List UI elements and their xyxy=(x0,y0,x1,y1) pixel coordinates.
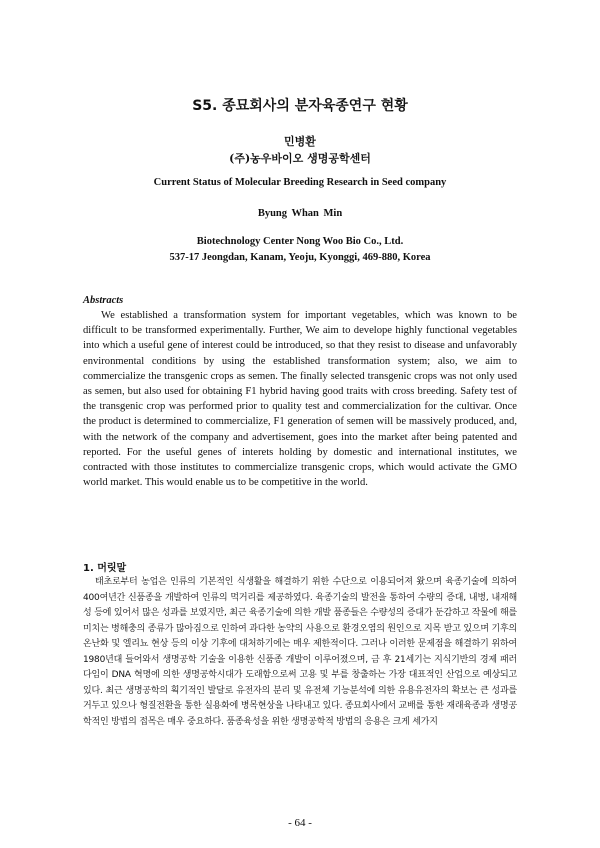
abstract-body: We established a transformation system for important vegetables, which was known to be difficult to be transformed experimentally. Further, We aim to develope highly functional vegetables into which a useful gene of interest could be introduced, so that they resist to disease and unfavorably environmental conditions by using the established transformation system; also, we aim to commercialize the transgenic crops as semen. The finally selected transgenic crops was not only used as semen, but also used for obtaining F1 hybrid having good traits with cross breeding. Safety test of the transgenic crop was performed prior to quality test and commercialization for the cultivar. Once the product is determined to commercialize, F1 generation of semen will be massively produced, and, with the network of the company and advertisement, goes into the market after being patented and reported. For the useful genes of interets holding by domestic and international institutes, we contracted with those institutes to commercialize transgenic crops, which would activate the GMO world market. This would enable us to be competitive in the world. xyxy=(83,310,517,489)
abstract-heading: Abstracts xyxy=(83,295,124,306)
page-number: - 64 - xyxy=(288,817,312,829)
paper-title: S5. 종묘회사의 분자육종연구 현황 xyxy=(192,98,408,114)
affiliation-english-line2: 537-17 Jeongdan, Kanam, Yeoju, Kyonggi, 469-880, Korea xyxy=(169,252,431,263)
introduction-body: 태초로부터 농업은 인류의 기본적인 식생활을 해결하기 위한 수단으로 이용되어져 왔으며 육종기술에 의하여 400여년간 신품종을 개발하여 인류의 먹거리를 제공하였다. 육종기술의 발전을 통하여 수량의 증대, 내병, 내재해성 등에 있어서 많은 성과를 보였지만, 최근 육종기술에 의한 개발 품종들은 수량성의 증대가 둔감하고 작물에 해를 미치는 병해충의 종류가 많아짐으로 인하여 과다한 농약의 사용으로 환경오염의 원인으로 지목 받고 있으며 기후의 온난화 및 엘리뇨 현상 등의 이상 기후에 대처하기에는 매우 제한적이다. 그러나 이러한 문제점을 해결하기 위하여 1980년대 들어와서 생명공학 기술을 이용한 신품종 개발이 이루어졌으며, 금 후 21세기는 지식기반의 경제 패러다임이 DNA 혁명에 의한 생명공학시대가 도래함으로써 고용 및 부를 창출하는 가장 대표적인 산업으로 예상되고 있다. 최근 생명공학의 획기적인 발달로 유전자의 분리 및 유전체 기능분석에 의한 유용유전자의 확보는 큰 성과를 거두고 있으나 형질전환을 통한 실용화에 병목현상을 나타내고 있다. 종묘회사에서 교배를 통한 재래육종과 생명공학적인 방법의 접목은 매우 중요하다. 품종육성을 위한 생명공학적 방법의 응용은 크게 세가지 xyxy=(83,577,517,727)
author-korean: 민병환 xyxy=(284,135,316,148)
affiliation-korean: (주)농우바이오 생명공학센터 xyxy=(229,152,371,165)
affiliation-english-line1: Biotechnology Center Nong Woo Bio Co., Ltd. xyxy=(196,236,404,247)
english-title: Current Status of Molecular Breeding Research in Seed company xyxy=(153,177,447,188)
section-heading-introduction: 1. 머릿말 xyxy=(83,563,127,574)
author-english: Byung Whan Min xyxy=(257,208,343,219)
